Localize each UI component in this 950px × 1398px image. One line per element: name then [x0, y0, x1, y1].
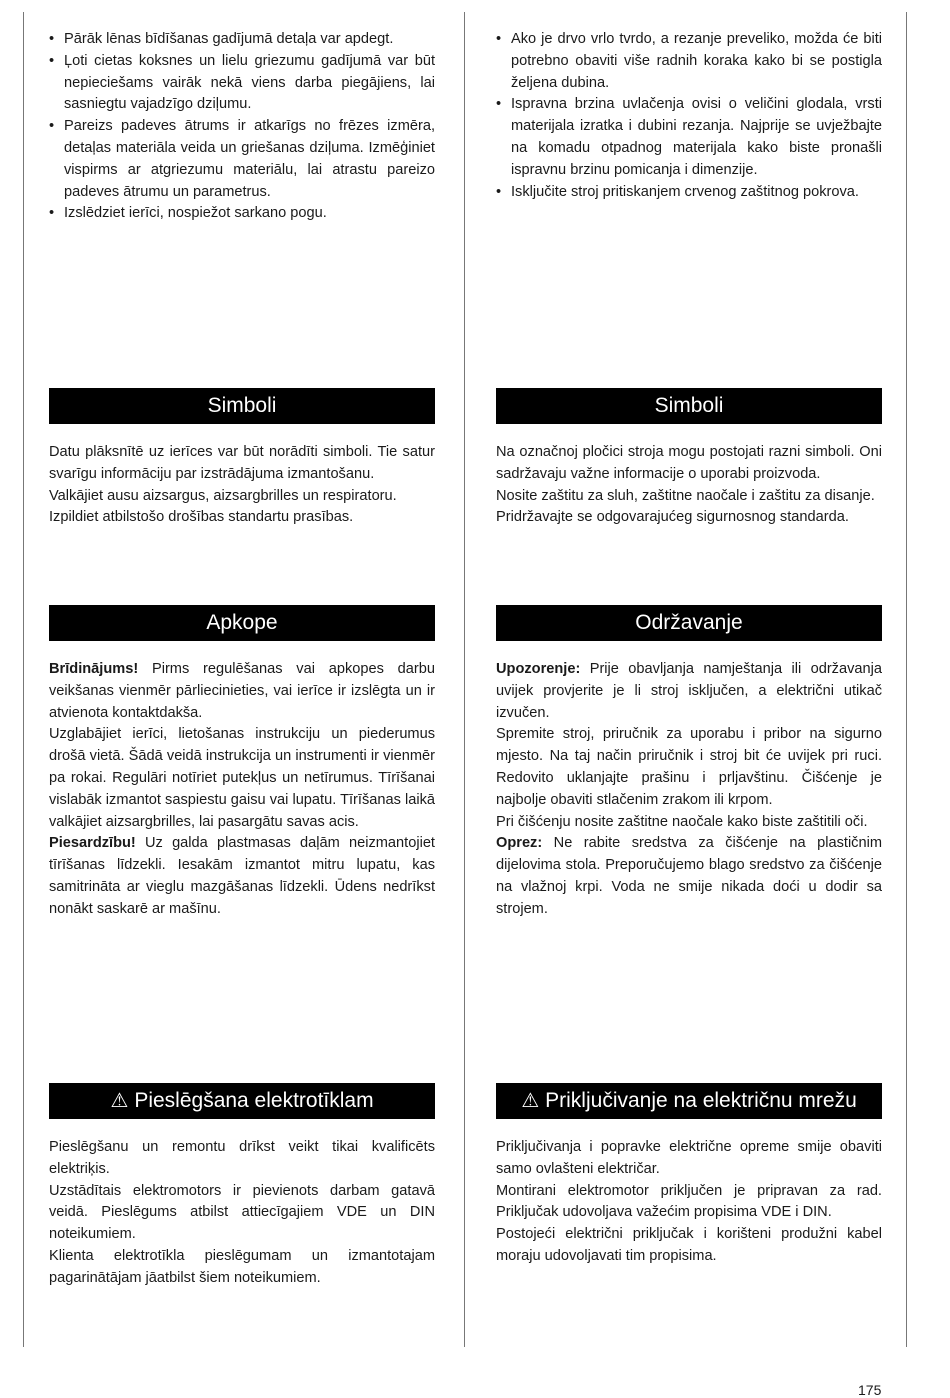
paragraph: [49, 833, 435, 920]
right-instructions: [496, 29, 882, 203]
warning-triangle-icon: ⚠: [110, 1090, 129, 1112]
right-elektro-text: [496, 1137, 882, 1268]
right-elektro-heading: [496, 1083, 882, 1119]
right-simboli-heading: Simboli: [496, 388, 882, 424]
paragraph: Pri čišćenju nosite zaštitne naočale kako biste zaštitili oči.: [496, 813, 868, 830]
left-elektro-text: [49, 1137, 435, 1290]
page-rule-left: [23, 12, 24, 1347]
paragraph: Pieslēgšanu un remontu drīkst veikt tikai kvalificēts elektriķis.: [49, 1139, 435, 1177]
paragraph: Uzglabājiet ierīci, lietošanas instrukciju un piederumus drošā vietā. Šādā veidā instrukcija un instrumenti ir vienmēr pa rokai. Regulāri notīriet putekļus un netīrumus. Tīrīšanai vislabāk izmantot saspiestu gaisu vai lupatu. Tīrīšanas laikā valkājiet aizsargbrilles, lai pasargātu savas acis.: [49, 726, 435, 830]
left-elektro-heading: [49, 1083, 435, 1119]
left-simboli-text: [49, 442, 435, 529]
warning-text: Pirms regulēšanas vai apkopes darbu veikšanas vienmēr pārliecinieties, vai ierīce ir izslēgta un ir atvienota kontaktdakša.: [49, 661, 435, 721]
warning-label: Brīdinājums!: [49, 661, 139, 677]
caution-text: Uz galda plastmasas daļām neizmantojiet tīrīšanas līdzekli. Iesakām izmantot mitru lupatu, kas samitrināta ar vieglu mazgāšanas līdzekli. Ūdens nedrīkst nonākt saskarē ar mašīnu.: [49, 835, 435, 917]
list-item: • Pareizs padeves ātrums ir atkarīgs no frēzes izmēra, detaļas materiāla veida un griešanas dziļuma. Izmēģiniet vispirms ar atgriezumu materiālu, lai atrastu pareizo padeves ātrumu un parametrus.: [49, 116, 435, 203]
caution-text: Ne rabite sredstva za čišćenje na plastičnim dijelovima stola. Preporučujemo blago sredstvo za čišćenje na vlažnoj krpi. Voda ne smije nikada doći u dodir sa strojem.: [496, 835, 882, 917]
left-apkope-text: [49, 659, 435, 921]
list-item: • Ako je drvo vrlo tvrdo, a rezanje preveliko, možda će biti potrebno obaviti više radnih koraka kako bi se postigla željena dubina.: [496, 29, 882, 94]
warning-label: Upozorenje:: [496, 661, 581, 677]
list-item: • Pārāk lēnas bīdīšanas gadījumā detaļa var apdegt.: [49, 29, 435, 51]
paragraph: [496, 659, 882, 724]
paragraph: Uzstādītais elektromotors ir pievienots darbam gatavā veidā. Pieslēgums atbilst attiecīgajiem VDE un DIN noteikumiem.: [49, 1182, 435, 1243]
paragraph: Postojeći električni priključak i korišteni produžni kabel moraju udovoljavati tim propisima.: [496, 1226, 882, 1264]
page-number: 175: [858, 1382, 882, 1398]
right-simboli-text: [496, 442, 882, 529]
right-bullet-list: [496, 29, 882, 203]
left-bullet-list: [49, 29, 435, 225]
page-rule-center: [464, 12, 465, 1347]
paragraph: Spremite stroj, priručnik za uporabu i pribor na sigurno mjesto. Na taj način priručnik i stroj bit će uvijek pri ruci. Redovito uklanjajte prašinu i prljavštinu. Čišćenje je najbolje obaviti stlačenim zrakom ili krpom.: [496, 726, 882, 808]
right-odrzavanje-text: [496, 659, 882, 921]
paragraph: Montirani elektromotor priključen je pripravan za rad. Priključak udovoljava važećim propisima VDE i DIN.: [496, 1182, 882, 1221]
list-item: • Ļoti cietas koksnes un lielu griezumu gadījumā var būt nepieciešams vairāk nekā viens darba piegājiens, lai sasniegtu vajadzīgo dziļumu.: [49, 51, 435, 116]
paragraph: Klienta elektrotīkla pieslēgumam un izmantotajam pagarinātājam jāatbilst šiem noteikumiem.: [49, 1247, 435, 1286]
paragraph: Datu plāksnītē uz ierīces var būt norādīti simboli. Tie satur svarīgu informāciju par izstrādājuma izmantošanu.: [49, 444, 435, 482]
page-rule-right: [906, 12, 907, 1347]
warning-triangle-icon: ⚠: [521, 1090, 540, 1112]
paragraph: Priključivanja i popravke električne opreme smije obaviti samo ovlašteni električar.: [496, 1139, 882, 1177]
caution-label: Oprez:: [496, 835, 543, 852]
paragraph: Nosite zaštitu za sluh, zaštitne naočale i zaštitu za disanje.: [496, 487, 875, 504]
list-item: • Izslēdziet ierīci, nospiežot sarkano pogu.: [49, 203, 435, 225]
right-odrzavanje-heading: Održavanje: [496, 605, 882, 641]
left-simboli-heading: Simboli: [49, 388, 435, 424]
paragraph: [496, 833, 882, 920]
heading-label: Priključivanje na električnu mrežu: [545, 1089, 857, 1112]
paragraph: Izpildiet atbilstošo drošības standartu prasības.: [49, 509, 354, 526]
list-item: • Isključite stroj pritiskanjem crvenog zaštitnog pokrova.: [496, 182, 882, 204]
list-item: • Ispravna brzina uvlačenja ovisi o veličini glodala, vrsti materijala izratka i dubini rezanja. Najprije se uvježbajte na komadu otpadnog materijala kako biste pronašli ispravnu brzinu pomicanja i dimenzije.: [496, 94, 882, 181]
left-instructions: [49, 29, 435, 225]
paragraph: Pridržavajte se odgovarajućeg sigurnosnog standarda.: [496, 509, 849, 526]
left-apkope-heading: Apkope: [49, 605, 435, 641]
paragraph: [49, 659, 435, 724]
paragraph: Valkājiet ausu aizsargus, aizsargbrilles un respiratoru.: [49, 487, 397, 504]
heading-label: Pieslēgšana elektrotīklam: [134, 1089, 374, 1112]
caution-label: Piesardzību!: [49, 835, 136, 852]
paragraph: Na označnoj pločici stroja mogu postojati razni simboli. Oni sadržavaju važne informacije o uporabi proizvoda.: [496, 444, 882, 482]
warning-text: Prije obavljanja namještanja ili održavanja uvijek provjerite je li stroj isključen, a električni utikač izvučen.: [496, 661, 882, 721]
